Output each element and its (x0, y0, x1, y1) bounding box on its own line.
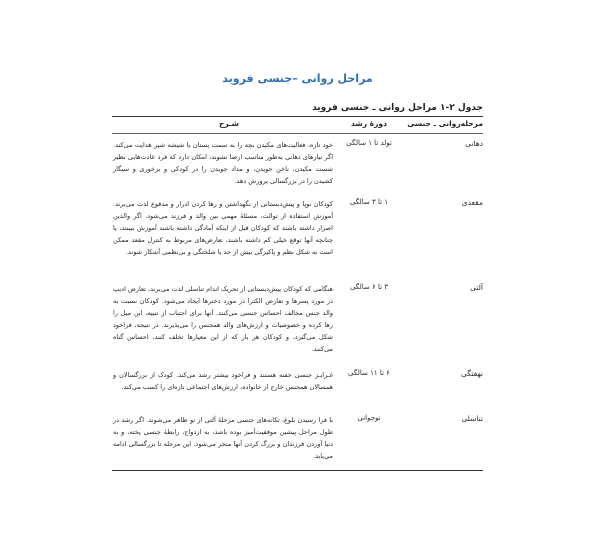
table-header-rule (112, 133, 483, 134)
stage-cell: دهانی (465, 139, 483, 148)
table-bottom-rule (112, 470, 483, 471)
stage-cell: مقعدی (461, 198, 483, 207)
description-cell: خود تازه، فعالیت‌های مکیدن بچه را به سمت پستان یا شیشه شیر هدایت می‌کند. اگر نیازهای دهانی به‌طور مناسب ارضا نشوند، امکان دارد که فرد عادت‌هایی نظیر شست مکیدن، ناخن جویدن، و مداد جویدن را در کودکی و برخوری و سیگار کشیدن را در بزرگسالی پرورش دهد. (113, 141, 333, 185)
header-description: شـرح (218, 119, 239, 128)
page-title: مراحل روانی –جنسی فروید (222, 72, 373, 85)
table-caption: جدول ۲-۱ مراحل روانی ـ جنسی فروید (312, 103, 483, 113)
header-age: دورهٔ رشد (351, 119, 387, 128)
age-cell: تولد تا ۱ سالگی (346, 139, 392, 147)
stage-cell: آلتی (470, 283, 483, 292)
stage-cell: تناسلی (461, 414, 483, 423)
table-top-rule (112, 116, 483, 117)
stage-cell: نهفتگی (461, 369, 483, 378)
description-cell: کودکان نوپا و پیش‌دبستانی از نگهداشتن و رها کردن ادرار و مدفوع لذت می‌برند. آموزش استفاده از توالت، مسئلهٔ مهمی بین والد و فرزند می‌شود. اگر والدین اصرار داشته باشند که کودکان قبل از اینکه آمادگی داشته باشند آموزش ببینند، یا چنانچه آنها توقع خیلی کم داشته باشند، تعارض‌های مربوط به کنترل مقعد ممکن است به شکل نظم و پاکیزگی بیش از حد یا شلختگی و بی‌نظمی آشکار شوند. (113, 200, 333, 256)
description-cell: با فرا رسیدن بلوغ، تکانه‌های جنسی مرحلهٔ آلتی از نو ظاهر می‌شوند. اگر رشد در طول مراحل پیشین موفقیت‌آمیز بوده باشد، به ازدواج، رابطهٔ جنسی پخته، و به دنیا آوردن فرزندان و بزرگ کردن آنها منجر می‌شود. این مرحله تا بزرگسالی ادامه می‌یابد. (113, 416, 333, 460)
description-cell: هنگامی که کودکان پیش‌دبستانی از تحریک اندام تناسلی لذت می‌برند، تعارض ادیپ در مورد پسرها و تعارض الکترا در مورد دخترها ایجاد می‌شود. کودکان نسبت به والد جنس مخالف احساس جنسی می‌کنند. آنها برای اجتناب از تنبیه، این میل را رها کرده و خصوصیات و ارزش‌های والد همجنس را می‌پذیرند. در نتیجه، فراخود شکل می‌گیرد، و کودکان هر بار که از این معیارها تخلف کنند، احساس گناه می‌کنند. (113, 285, 333, 353)
description-cell: غـرایـز جنسی خفته هستند و فراخود بیشتر رشد می‌کند. کودک از بزرگسالان و همسالان همجنس خارج از خانواده، ارزش‌های اجتماعی تازه‌ای را کسب می‌کند. (113, 371, 333, 391)
age-cell: ۱ تا ۳ سالگی (349, 198, 389, 206)
header-stage: مرحله‌روانی ـ جنسی (407, 119, 483, 128)
age-cell: نوجوانی (357, 414, 381, 422)
age-cell: ۶ تا ۱۱ سالگی (348, 369, 390, 377)
age-cell: ۳ تا ۶ سالگی (349, 283, 389, 291)
